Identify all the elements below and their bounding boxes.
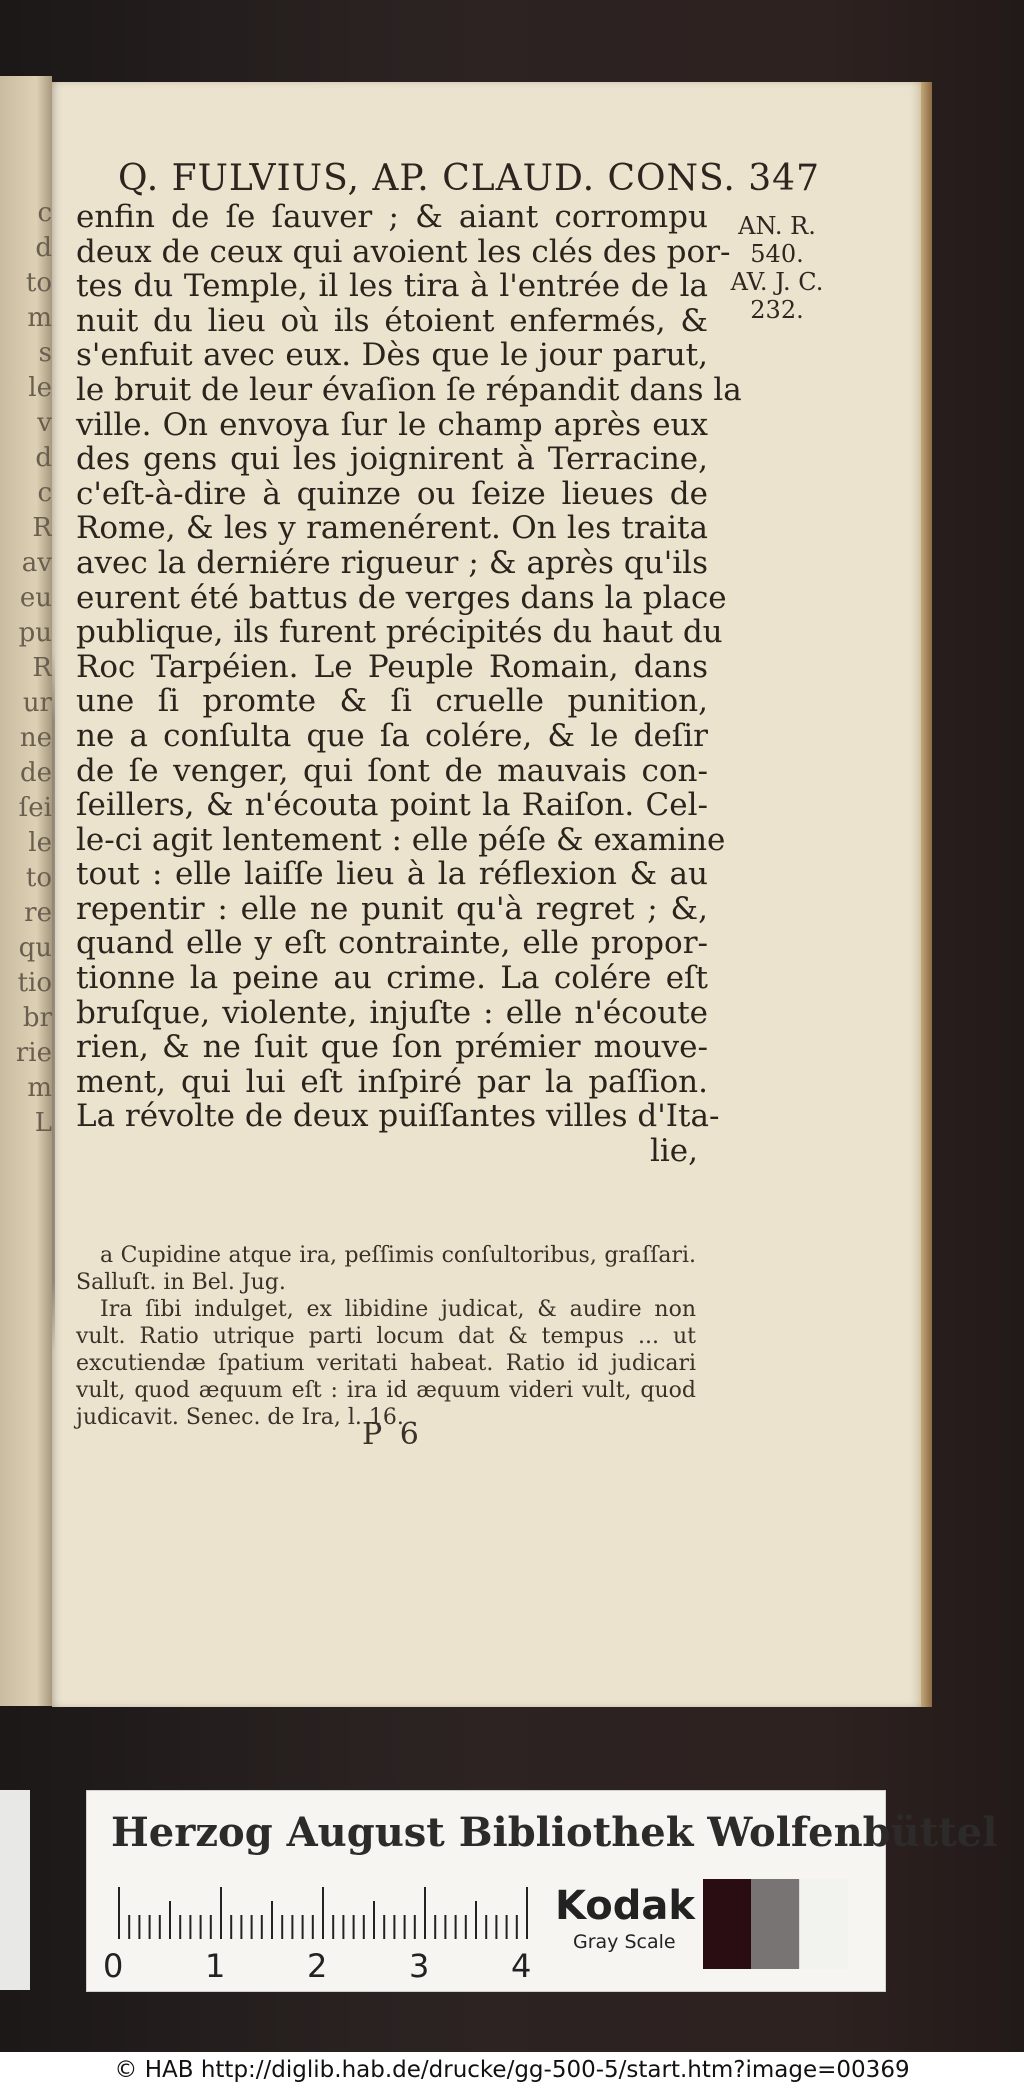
book-page xyxy=(52,82,925,1707)
body-line: rien, & ne ſuit que ſon prémier mouve- xyxy=(76,1029,708,1066)
body-line: ment, qui lui eſt inſpiré par la paſſion. xyxy=(76,1063,708,1100)
facing-line-fragment: de xyxy=(19,758,52,788)
color-reference-card xyxy=(86,1790,998,1992)
body-line: lie, xyxy=(649,1133,698,1170)
library-name: Herzog August Bibliothek Wolfenbüttel xyxy=(111,1809,998,1856)
swatch-dark xyxy=(703,1879,751,1969)
facing-line-fragment: m xyxy=(27,303,52,333)
facing-line-fragment: d xyxy=(35,233,52,263)
body-line: quand elle y eſt contrainte, elle propor- xyxy=(76,925,708,962)
facing-line-fragment: R xyxy=(32,653,52,683)
facing-line-fragment: tio xyxy=(17,968,52,998)
body-line: deux de ceux qui avoient les clés des por- xyxy=(76,233,731,270)
body-line: des gens qui les joignirent à Terracine, xyxy=(76,441,708,478)
body-line: bruſque, violente, injuſte : elle n'écoute xyxy=(76,994,708,1031)
facing-page-text-fragments xyxy=(4,196,52,1141)
running-head: Q. FULVIUS, AP. CLAUD. CONS. 347 xyxy=(118,158,820,199)
facing-line-fragment: eu xyxy=(19,583,52,613)
body-line: enfin de ſe ſauver ; & aiant corrompu xyxy=(76,199,708,235)
margin-note-line: 540. xyxy=(750,240,804,268)
facing-line-fragment: pu xyxy=(18,618,52,648)
facing-line-fragment: to xyxy=(25,268,52,298)
measurement-ruler xyxy=(115,1887,545,1939)
signature-mark: P 6 xyxy=(362,1417,423,1452)
ruler-number: 4 xyxy=(511,1947,532,1985)
body-line: avec la derniére rigueur ; & après qu'ils xyxy=(76,544,708,581)
body-line: tionne la peine au crime. La colére eſt xyxy=(76,960,708,997)
body-line: tout : elle laiſſe lieu à la réflexion & au xyxy=(76,856,708,893)
body-line: s'enfuit avec eux. Dès que le jour parut, xyxy=(76,337,708,374)
ruler-number: 3 xyxy=(409,1947,430,1985)
body-line: le bruit de leur évaſion ſe répandit dans la xyxy=(76,371,742,408)
facing-line-fragment: av xyxy=(21,548,52,578)
body-line: tes du Temple, il les tira à l'entrée de la xyxy=(76,268,708,305)
facing-line-fragment: d xyxy=(35,443,52,473)
body-line: une ſi promte & ſi cruelle punition, xyxy=(76,683,708,720)
footnotes xyxy=(76,1242,696,1431)
facing-line-fragment: qu xyxy=(18,933,52,963)
swatch-gray xyxy=(751,1879,799,1969)
body-line: nuit du lieu où ils étoient enfermés, & xyxy=(76,302,708,339)
facing-line-fragment: re xyxy=(24,898,52,928)
body-line: de ſe venger, qui ſont de mauvais con- xyxy=(76,752,708,789)
body-line: repentir : elle ne punit qu'à regret ; &, xyxy=(76,890,708,927)
facing-line-fragment: le xyxy=(28,373,52,403)
facing-line-fragment: m xyxy=(27,1073,52,1103)
facing-line-fragment: ſei xyxy=(18,793,52,823)
footnote-1: a Cupidine atque ira, peſſimis conſultoribus, graſſari. Salluſt. in Bel. Jug. xyxy=(76,1243,696,1295)
body-line: ſeillers, & n'écouta point la Raiſon. Cel- xyxy=(76,787,708,824)
facing-line-fragment: L xyxy=(34,1108,52,1138)
facing-line-fragment: to xyxy=(25,863,52,893)
body-line: le-ci agit lentement : elle péſe & examine xyxy=(76,821,726,858)
margin-note-line: AV. J. C. xyxy=(730,268,824,296)
margin-note-line: 232. xyxy=(750,296,804,324)
body-line: eurent été battus de verges dans la place xyxy=(76,579,727,616)
body-line: Roc Tarpéien. Le Peuple Romain, dans xyxy=(76,648,708,685)
page-edge xyxy=(921,82,932,1707)
margin-rule xyxy=(52,652,55,1352)
margin-date-note xyxy=(712,212,842,324)
facing-line-fragment: c xyxy=(37,478,52,508)
facing-line-fragment: c xyxy=(37,198,52,228)
body-line: Rome, & les y ramenérent. On les traita xyxy=(76,510,708,547)
copyright-footer: © HAB http://diglib.hab.de/drucke/gg-500-5/start.htm?image=00369 xyxy=(0,2052,1024,2089)
card-edge-strip xyxy=(0,1790,30,1990)
body-line: ne a conſulta que ſa colére, & le deſir xyxy=(76,717,708,754)
facing-line-fragment: ur xyxy=(22,688,52,718)
body-line: ville. On envoya ſur le champ après eux xyxy=(76,406,708,443)
facing-line-fragment: br xyxy=(22,1003,52,1033)
facing-line-fragment: le xyxy=(28,828,52,858)
body-text xyxy=(76,199,742,1170)
ruler-number: 1 xyxy=(205,1947,226,1985)
ruler-number: 2 xyxy=(307,1947,328,1985)
body-line: La révolte de deux puiſſantes villes d'Ita- xyxy=(76,1098,720,1135)
brand-logo: Kodak xyxy=(555,1883,695,1929)
facing-page-edge xyxy=(0,76,52,1706)
ruler-number: 0 xyxy=(103,1947,124,1985)
margin-note-line: AN. R. xyxy=(738,212,816,240)
body-line: publique, ils furent précipités du haut du xyxy=(76,614,723,651)
facing-line-fragment: s xyxy=(38,338,52,368)
footnote-2: Ira ſibi indulget, ex libidine judicat, & audire non vult. Ratio utrique parti locum dat & tempus ... ut excutiendæ ſpatium veritati habeat. Ratio id judicari vult, quod æquum eſt : ira id æquum videri vult, quod judicavit. Senec. de Ira, l. 16. xyxy=(76,1297,696,1430)
swatch-white xyxy=(799,1879,848,1969)
facing-line-fragment: rie xyxy=(15,1038,52,1068)
brand-subtitle: Gray Scale xyxy=(573,1931,676,1953)
facing-line-fragment: v xyxy=(37,408,52,438)
body-line: c'eſt-à-dire à quinze ou ſeize lieues de xyxy=(76,475,708,512)
facing-line-fragment: R xyxy=(32,513,52,543)
facing-line-fragment: ne xyxy=(19,723,52,753)
